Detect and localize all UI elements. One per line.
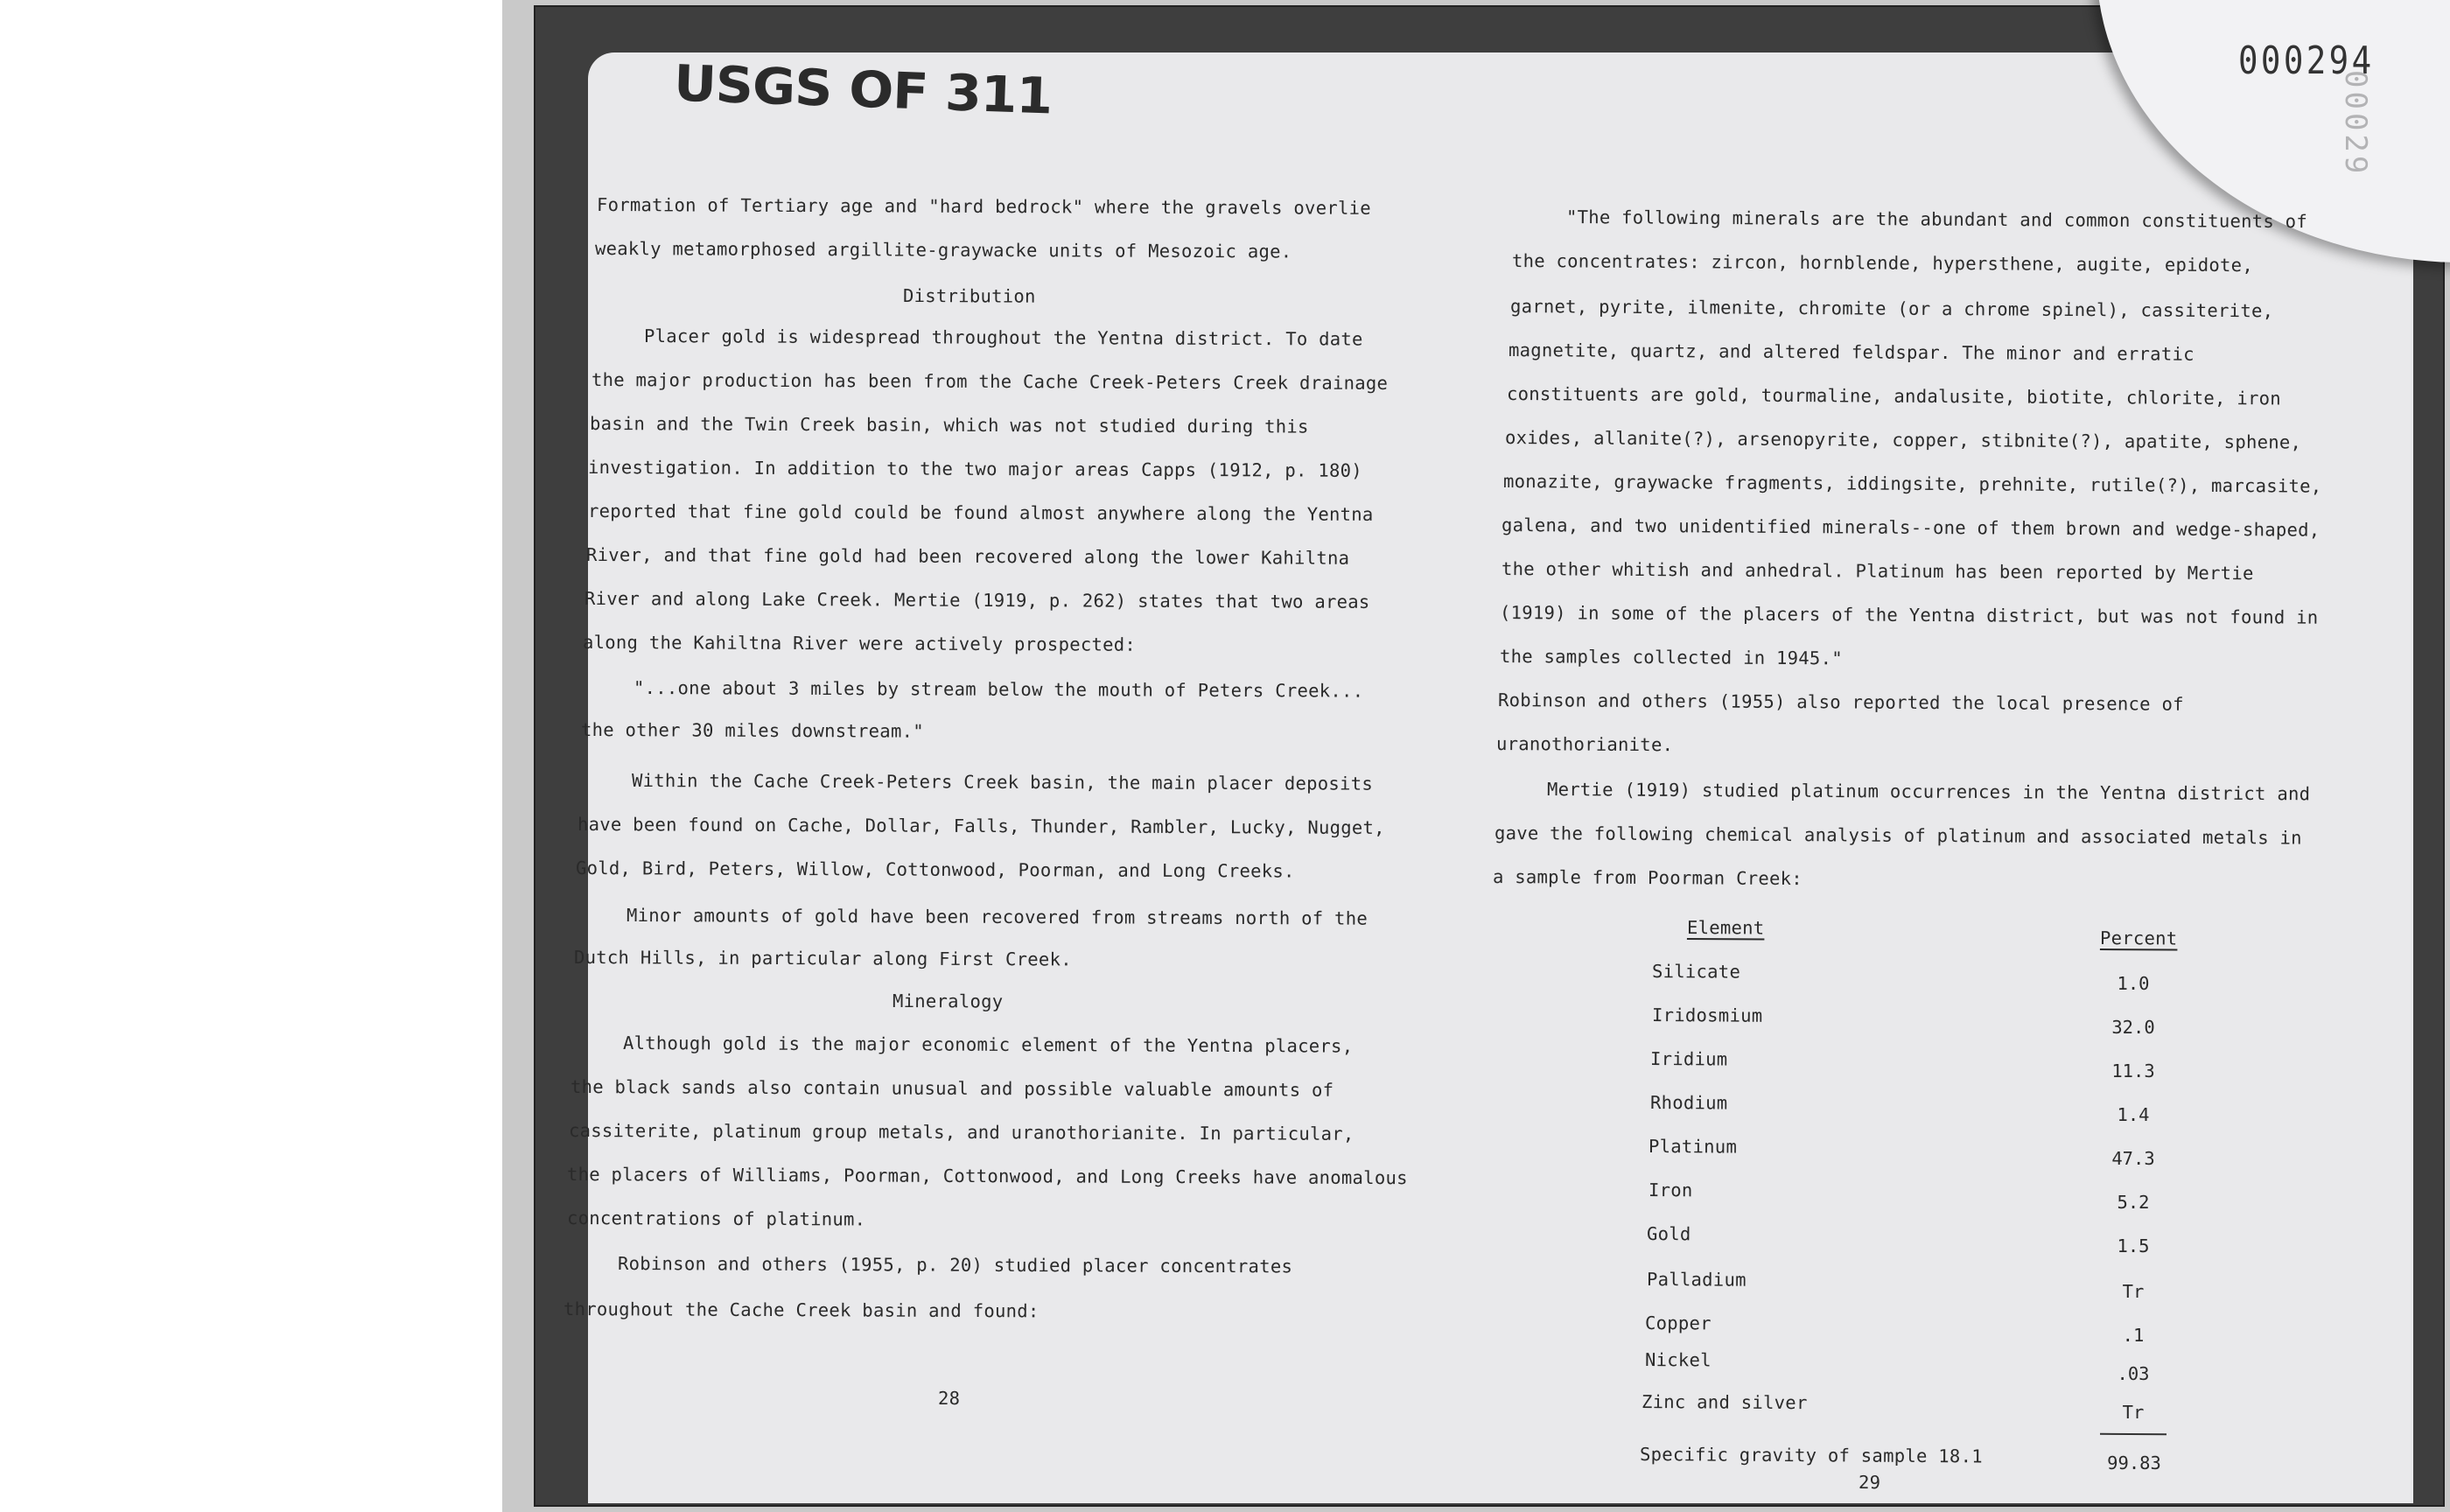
table-row-element: Iron xyxy=(1648,1180,1693,1201)
text-line: River and along Lake Creek. Mertie (1919, p. 262) states that two areas xyxy=(584,588,1370,612)
quote-line: the other 30 miles downstream." xyxy=(580,719,924,742)
text-line: Placer gold is widespread throughout the Yentna district. To date xyxy=(643,326,1363,350)
table-row-element: Palladium xyxy=(1646,1269,1746,1291)
text-line: have been found on Cache, Dollar, Falls, Thunder, Rambler, Lucky, Nugget, xyxy=(577,814,1385,839)
text-line: a sample from Poorman Creek: xyxy=(1492,866,1803,890)
document-number: 000294 xyxy=(2238,38,2375,83)
text-line: the placers of Williams, Poorman, Cottonwood, and Long Creeks have anomalous xyxy=(566,1164,1408,1189)
table-row-element: Rhodium xyxy=(1649,1092,1728,1114)
quote-line: galena, and two unidentified minerals--one of them brown and wedge-shaped, xyxy=(1501,514,2320,541)
quote-line: "...one about 3 miles by stream below the mouth of Peters Creek... xyxy=(633,677,1364,702)
text-line: Formation of Tertiary age and "hard bedrock" where the gravels overlie xyxy=(596,194,1371,219)
table-row-percent: 5.2 xyxy=(2117,1192,2150,1213)
text-line: cassiterite, platinum group metals, and uranothorianite. In particular, xyxy=(568,1120,1354,1144)
quote-line: "The following minerals are the abundant and common constituents of xyxy=(1565,206,2308,233)
quote-line: magnetite, quartz, and altered feldspar. The minor and erratic xyxy=(1508,340,2194,365)
text-line: uranothorianite. xyxy=(1495,733,1674,756)
table-row-element: Iridosmium xyxy=(1651,1004,1763,1026)
table-row-percent: 47.3 xyxy=(2111,1148,2155,1169)
text-line: Gold, Bird, Peters, Willow, Cottonwood, Poorman, and Long Creeks. xyxy=(575,858,1295,882)
text-line: basin and the Twin Creek basin, which was not studied during this xyxy=(589,413,1309,438)
table-row-element: Iridium xyxy=(1649,1048,1728,1070)
page-number-left: 28 xyxy=(937,1388,961,1410)
text-line: River, and that fine gold had been recovered along the lower Kahiltna xyxy=(585,544,1350,569)
quote-line: constituents are gold, tourmaline, andalusite, biotite, chlorite, iron xyxy=(1506,383,2282,410)
table-row-percent: .1 xyxy=(2122,1325,2145,1346)
handwritten-title: USGS OF 311 xyxy=(672,54,1054,126)
text-line: Minor amounts of gold have been recovered from streams north of the xyxy=(626,905,1368,929)
text-line: concentrations of platinum. xyxy=(566,1208,866,1230)
quote-line: the samples collected in 1945." xyxy=(1499,646,1843,669)
quote-line: garnet, pyrite, ilmenite, chromite (or a chrome spinel), cassiterite, xyxy=(1509,296,2274,322)
section-heading-mineralogy: Mineralogy xyxy=(892,990,1004,1012)
text-line: Dutch Hills, in particular along First Creek. xyxy=(573,947,1072,970)
table-row-element: Platinum xyxy=(1648,1136,1738,1158)
table-row-percent: .03 xyxy=(2117,1363,2150,1384)
table-row-percent: 1.4 xyxy=(2117,1104,2150,1125)
quote-line: monazite, graywacke fragments, iddingsite, prehnite, rutile(?), marcasite, xyxy=(1502,471,2322,497)
text-line: reported that fine gold could be found almost anywhere along the Yentna xyxy=(587,500,1374,525)
table-total-percent: 99.83 xyxy=(2107,1452,2161,1474)
page-number-right: 29 xyxy=(1858,1472,1881,1494)
table-header-element: Element xyxy=(1686,917,1765,939)
section-heading-distribution: Distribution xyxy=(902,285,1036,307)
table-row-percent: 1.0 xyxy=(2117,973,2150,994)
table-row-percent: 1.5 xyxy=(2117,1236,2150,1256)
table-row-percent: 11.3 xyxy=(2111,1060,2155,1082)
table-row-element: Silicate xyxy=(1651,961,1741,983)
table-row-element: Zinc and silver xyxy=(1641,1391,1808,1414)
document-number-faded: 00029 xyxy=(2338,70,2373,178)
quote-line: the other whitish and anhedral. Platinum has been reported by Mertie xyxy=(1501,558,2254,584)
table-row-element: Gold xyxy=(1646,1223,1691,1245)
quote-line: (1919) in some of the placers of the Yentna district, but was not found in xyxy=(1499,602,2319,628)
text-line: Mertie (1919) studied platinum occurrences in the Yentna district and xyxy=(1546,779,2311,805)
text-line: investigation. In addition to the two major areas Capps (1912, p. 180) xyxy=(587,457,1362,481)
text-line: Although gold is the major economic element of the Yentna placers, xyxy=(622,1032,1354,1057)
text-line: gave the following chemical analysis of platinum and associated metals in xyxy=(1494,822,2302,849)
table-header-percent: Percent xyxy=(2099,928,2178,949)
text-line: the black sands also contain unusual and possible valuable amounts of xyxy=(570,1076,1334,1101)
table-row-percent: Tr xyxy=(2122,1402,2145,1423)
text-line: Robinson and others (1955, p. 20) studied placer concentrates xyxy=(617,1253,1293,1278)
table-row-percent: 32.0 xyxy=(2111,1017,2155,1038)
specific-gravity-label: Specific gravity of sample 18.1 xyxy=(1639,1444,1983,1467)
quote-line: the concentrates: zircon, hornblende, hypersthene, augite, epidote, xyxy=(1511,250,2254,276)
text-line: weakly metamorphosed argillite-graywacke units of Mesozoic age. xyxy=(594,238,1292,262)
table-total-rule xyxy=(2100,1433,2166,1435)
table-row-percent: Tr xyxy=(2122,1281,2145,1302)
text-line: Robinson and others (1955) also reported the local presence of xyxy=(1497,690,2184,715)
viewer-background xyxy=(0,0,502,1512)
text-line: along the Kahiltna River were actively prospected: xyxy=(582,632,1137,655)
text-line: the major production has been from the Cache Creek-Peters Creek drainage xyxy=(591,369,1389,394)
text-line: throughout the Cache Creek basin and found: xyxy=(563,1298,1040,1322)
table-row-element: Copper xyxy=(1644,1312,1712,1334)
text-line: Within the Cache Creek-Peters Creek basin, the main placer deposits xyxy=(631,770,1374,794)
quote-line: oxides, allanite(?), arsenopyrite, copper, stibnite(?), apatite, sphene, xyxy=(1504,427,2302,453)
table-row-element: Nickel xyxy=(1644,1349,1712,1371)
